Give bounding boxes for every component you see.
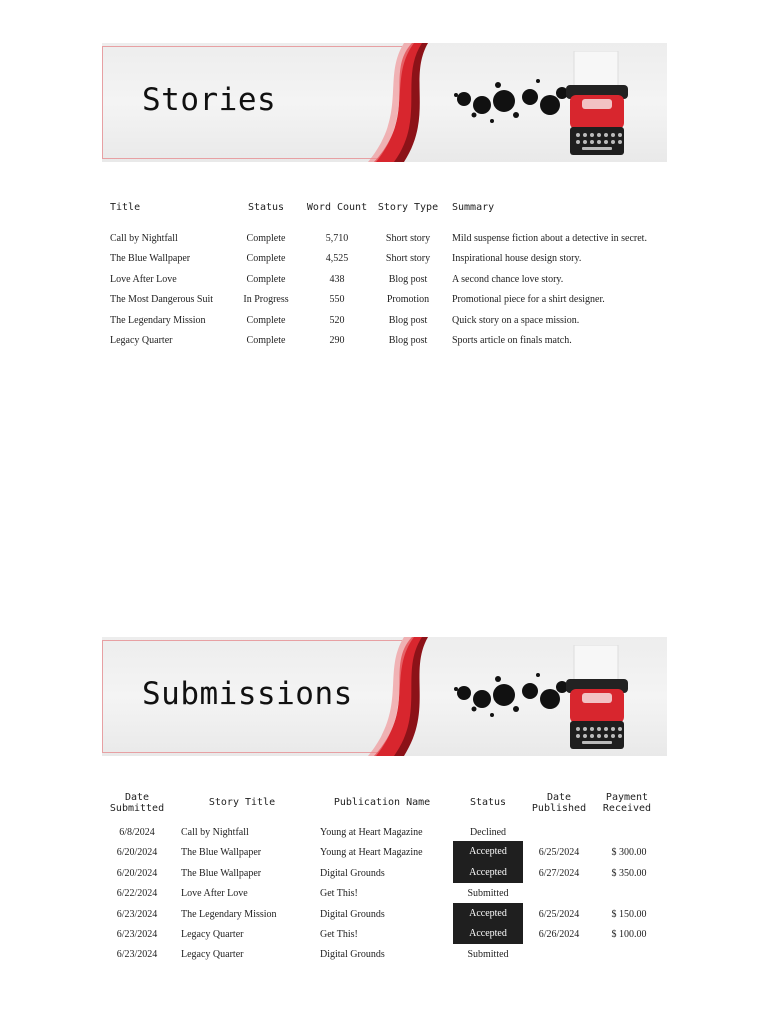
payment-received-cell: $ 350.00	[611, 867, 647, 879]
date-submitted-cell: 6/22/2024	[116, 888, 158, 900]
payment-received-cell: $ 100.00	[611, 929, 647, 940]
story-title-cell: Love After Love	[110, 273, 177, 285]
publication-name-cell: Young at Heart Magazine	[320, 847, 423, 859]
story-title-cell: Call by Nightfall	[181, 827, 249, 838]
story-title-cell: The Blue Wallpaper	[181, 847, 262, 859]
payment-received-cell: $ 300.00	[611, 847, 647, 859]
status-badge: Accepted	[453, 923, 523, 944]
date-submitted-cell: 6/23/2024	[116, 949, 158, 961]
status-cell: Submitted	[467, 949, 509, 961]
story-word-count-cell: 550	[329, 294, 345, 306]
publication-name-cell: Get This!	[320, 929, 358, 940]
publication-name-cell: Get This!	[320, 888, 358, 900]
story-status-cell: Complete	[246, 273, 286, 285]
date-submitted-cell: 6/23/2024	[116, 908, 158, 920]
col-header-story-type: Story Type	[377, 202, 439, 213]
story-title-cell: Call by Nightfall	[110, 233, 178, 244]
story-type-cell: Short story	[385, 233, 431, 244]
col-header-status: Status	[469, 797, 507, 808]
story-status-cell: In Progress	[243, 294, 289, 306]
red-swoosh-icon	[364, 43, 434, 162]
story-status-cell: Complete	[246, 314, 286, 326]
status-badge: Accepted	[453, 841, 523, 862]
date-submitted-cell: 6/20/2024	[116, 867, 158, 879]
status-cell: Submitted	[467, 888, 509, 900]
date-published-cell: 6/26/2024	[538, 929, 580, 940]
status-badge: Accepted	[453, 862, 523, 883]
story-title-cell: The Legendary Mission	[110, 314, 206, 326]
story-type-cell: Short story	[385, 253, 431, 265]
date-published-cell: 6/25/2024	[538, 908, 580, 920]
story-title-cell: The Blue Wallpaper	[181, 867, 262, 879]
story-summary-cell: A second chance love story.	[452, 273, 564, 285]
story-title-cell: The Blue Wallpaper	[110, 253, 191, 265]
col-header-payment-received: Payment Received	[602, 792, 652, 814]
typewriter-icon	[564, 51, 634, 161]
publication-name-cell: Digital Grounds	[320, 949, 385, 961]
story-summary-cell: Sports article on finals match.	[452, 335, 572, 346]
story-word-count-cell: 520	[329, 314, 345, 326]
col-header-status: Status	[247, 202, 285, 213]
story-summary-cell: Mild suspense fiction about a detective in secret.	[452, 233, 647, 244]
publication-name-cell: Digital Grounds	[320, 867, 385, 879]
publication-name-cell: Digital Grounds	[320, 908, 385, 920]
story-title-cell: Legacy Quarter	[181, 949, 244, 961]
story-summary-cell: Promotional piece for a shirt designer.	[452, 294, 605, 306]
col-header-story-title: Story Title	[208, 797, 276, 808]
ink-splatter-icon	[452, 665, 572, 725]
story-word-count-cell: 438	[329, 273, 345, 285]
submissions-title: Submissions	[142, 676, 353, 712]
story-title-cell: Legacy Quarter	[181, 929, 244, 940]
date-submitted-cell: 6/20/2024	[116, 847, 158, 859]
story-title-cell: Legacy Quarter	[110, 335, 173, 346]
story-type-cell: Blog post	[388, 335, 428, 346]
date-published-cell: 6/27/2024	[538, 867, 580, 879]
date-published-cell: 6/25/2024	[538, 847, 580, 859]
date-submitted-cell: 6/23/2024	[116, 929, 158, 940]
payment-received-cell: $ 150.00	[611, 908, 647, 920]
stories-title: Stories	[142, 82, 277, 118]
col-header-date-submitted: Date Submitted	[109, 792, 165, 814]
story-word-count-cell: 290	[329, 335, 345, 346]
story-type-cell: Promotion	[386, 294, 430, 306]
publication-name-cell: Young at Heart Magazine	[320, 827, 423, 838]
col-header-word-count: Word Count	[306, 202, 368, 213]
story-type-cell: Blog post	[388, 273, 428, 285]
col-header-title: Title	[110, 202, 141, 213]
col-header-publication-name: Publication Name	[333, 797, 431, 808]
submissions-banner	[102, 637, 667, 756]
red-swoosh-icon	[364, 637, 434, 756]
story-status-cell: Complete	[246, 335, 286, 346]
date-submitted-cell: 6/8/2024	[119, 827, 155, 838]
story-word-count-cell: 4,525	[325, 253, 349, 265]
story-status-cell: Complete	[246, 233, 286, 244]
story-title-cell: The Most Dangerous Suit	[110, 294, 214, 306]
story-summary-cell: Quick story on a space mission.	[452, 314, 580, 326]
status-badge: Accepted	[453, 903, 523, 924]
ink-splatter-icon	[452, 71, 572, 131]
typewriter-icon	[564, 645, 634, 755]
stories-banner	[102, 43, 667, 162]
status-cell: Declined	[469, 827, 507, 838]
story-word-count-cell: 5,710	[325, 233, 349, 244]
col-header-date-published: Date Published	[531, 792, 587, 814]
col-header-summary: Summary	[452, 202, 495, 213]
story-summary-cell: Inspirational house design story.	[452, 253, 582, 265]
story-type-cell: Blog post	[388, 314, 428, 326]
story-title-cell: The Legendary Mission	[181, 908, 277, 920]
story-title-cell: Love After Love	[181, 888, 248, 900]
story-status-cell: Complete	[246, 253, 286, 265]
